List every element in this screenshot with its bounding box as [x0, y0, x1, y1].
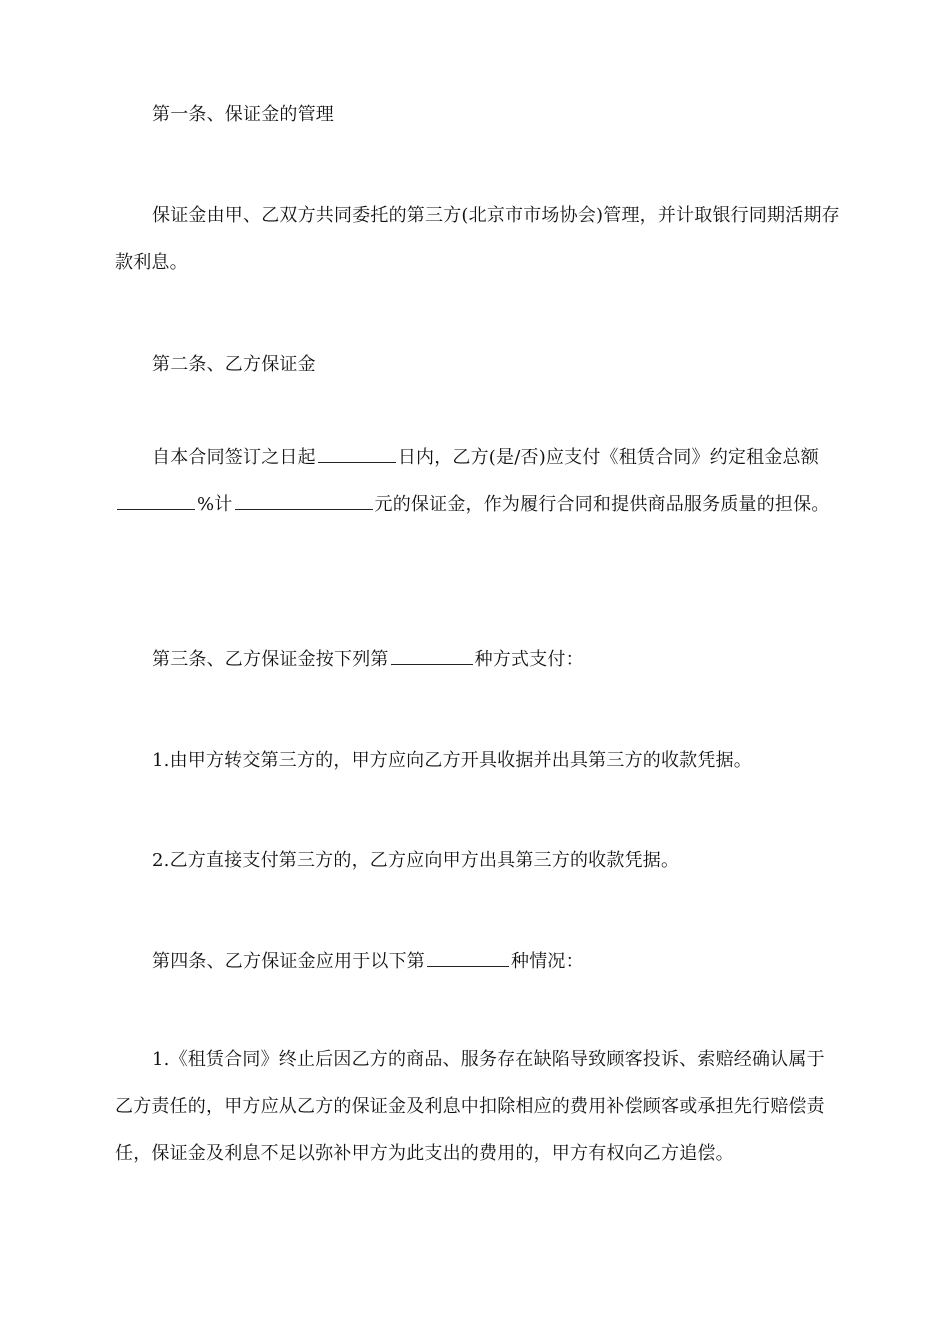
article-2-body — [115, 434, 840, 528]
blank-percent-field[interactable] — [117, 491, 195, 510]
article-2-body-text-4: 元的保证金，作为履行合同和提供商品服务质量的担保。 — [374, 494, 830, 515]
blank-days-field[interactable] — [318, 444, 396, 463]
blank-case-field[interactable] — [427, 948, 509, 967]
blank-amount-field[interactable] — [235, 491, 373, 510]
article-1-body: 保证金由甲、乙双方共同委托的第三方(北京市市场协会)管理，并计取银行同期活期存款利息。 — [115, 205, 840, 273]
article-2-body-text-2: 日内，乙方(是/否)应支付《租赁合同》约定租金总额 — [397, 447, 819, 468]
article-3-heading-text-1: 第三条、乙方保证金按下列第 — [152, 649, 389, 670]
article-2-heading: 第二条、乙方保证金 — [152, 354, 316, 375]
article-3-item-1: 1.由甲方转交第三方的，甲方应向乙方开具收据并出具第三方的收款凭据。 — [152, 750, 752, 771]
article-4-heading — [115, 938, 840, 985]
article-3-heading-text-2: 种方式支付： — [474, 649, 584, 670]
article-4-item-1: 1.《租赁合同》终止后因乙方的商品、服务存在缺陷导致顾客投诉、索赔经确认属于乙方责任的，甲方应从乙方的保证金及利息中扣除相应的费用补偿顾客或承担先行赔偿责任，保证金及利息不足以弥补甲方为此支出的费用的，甲方有权向乙方追偿。 — [115, 1049, 825, 1164]
article-4-heading-text-1: 第四条、乙方保证金应用于以下第 — [152, 951, 425, 972]
article-2-body-text-3: %计 — [197, 494, 233, 515]
article-3-item-2: 2.乙方直接支付第三方的，乙方应向甲方出具第三方的收款凭据。 — [152, 850, 680, 871]
article-1-heading: 第一条、保证金的管理 — [152, 104, 334, 125]
article-4-heading-text-2: 种情况： — [511, 951, 584, 972]
blank-payment-method-field[interactable] — [391, 646, 473, 665]
article-2-body-text-1: 自本合同签订之日起 — [152, 447, 316, 468]
article-3-heading — [115, 636, 840, 683]
